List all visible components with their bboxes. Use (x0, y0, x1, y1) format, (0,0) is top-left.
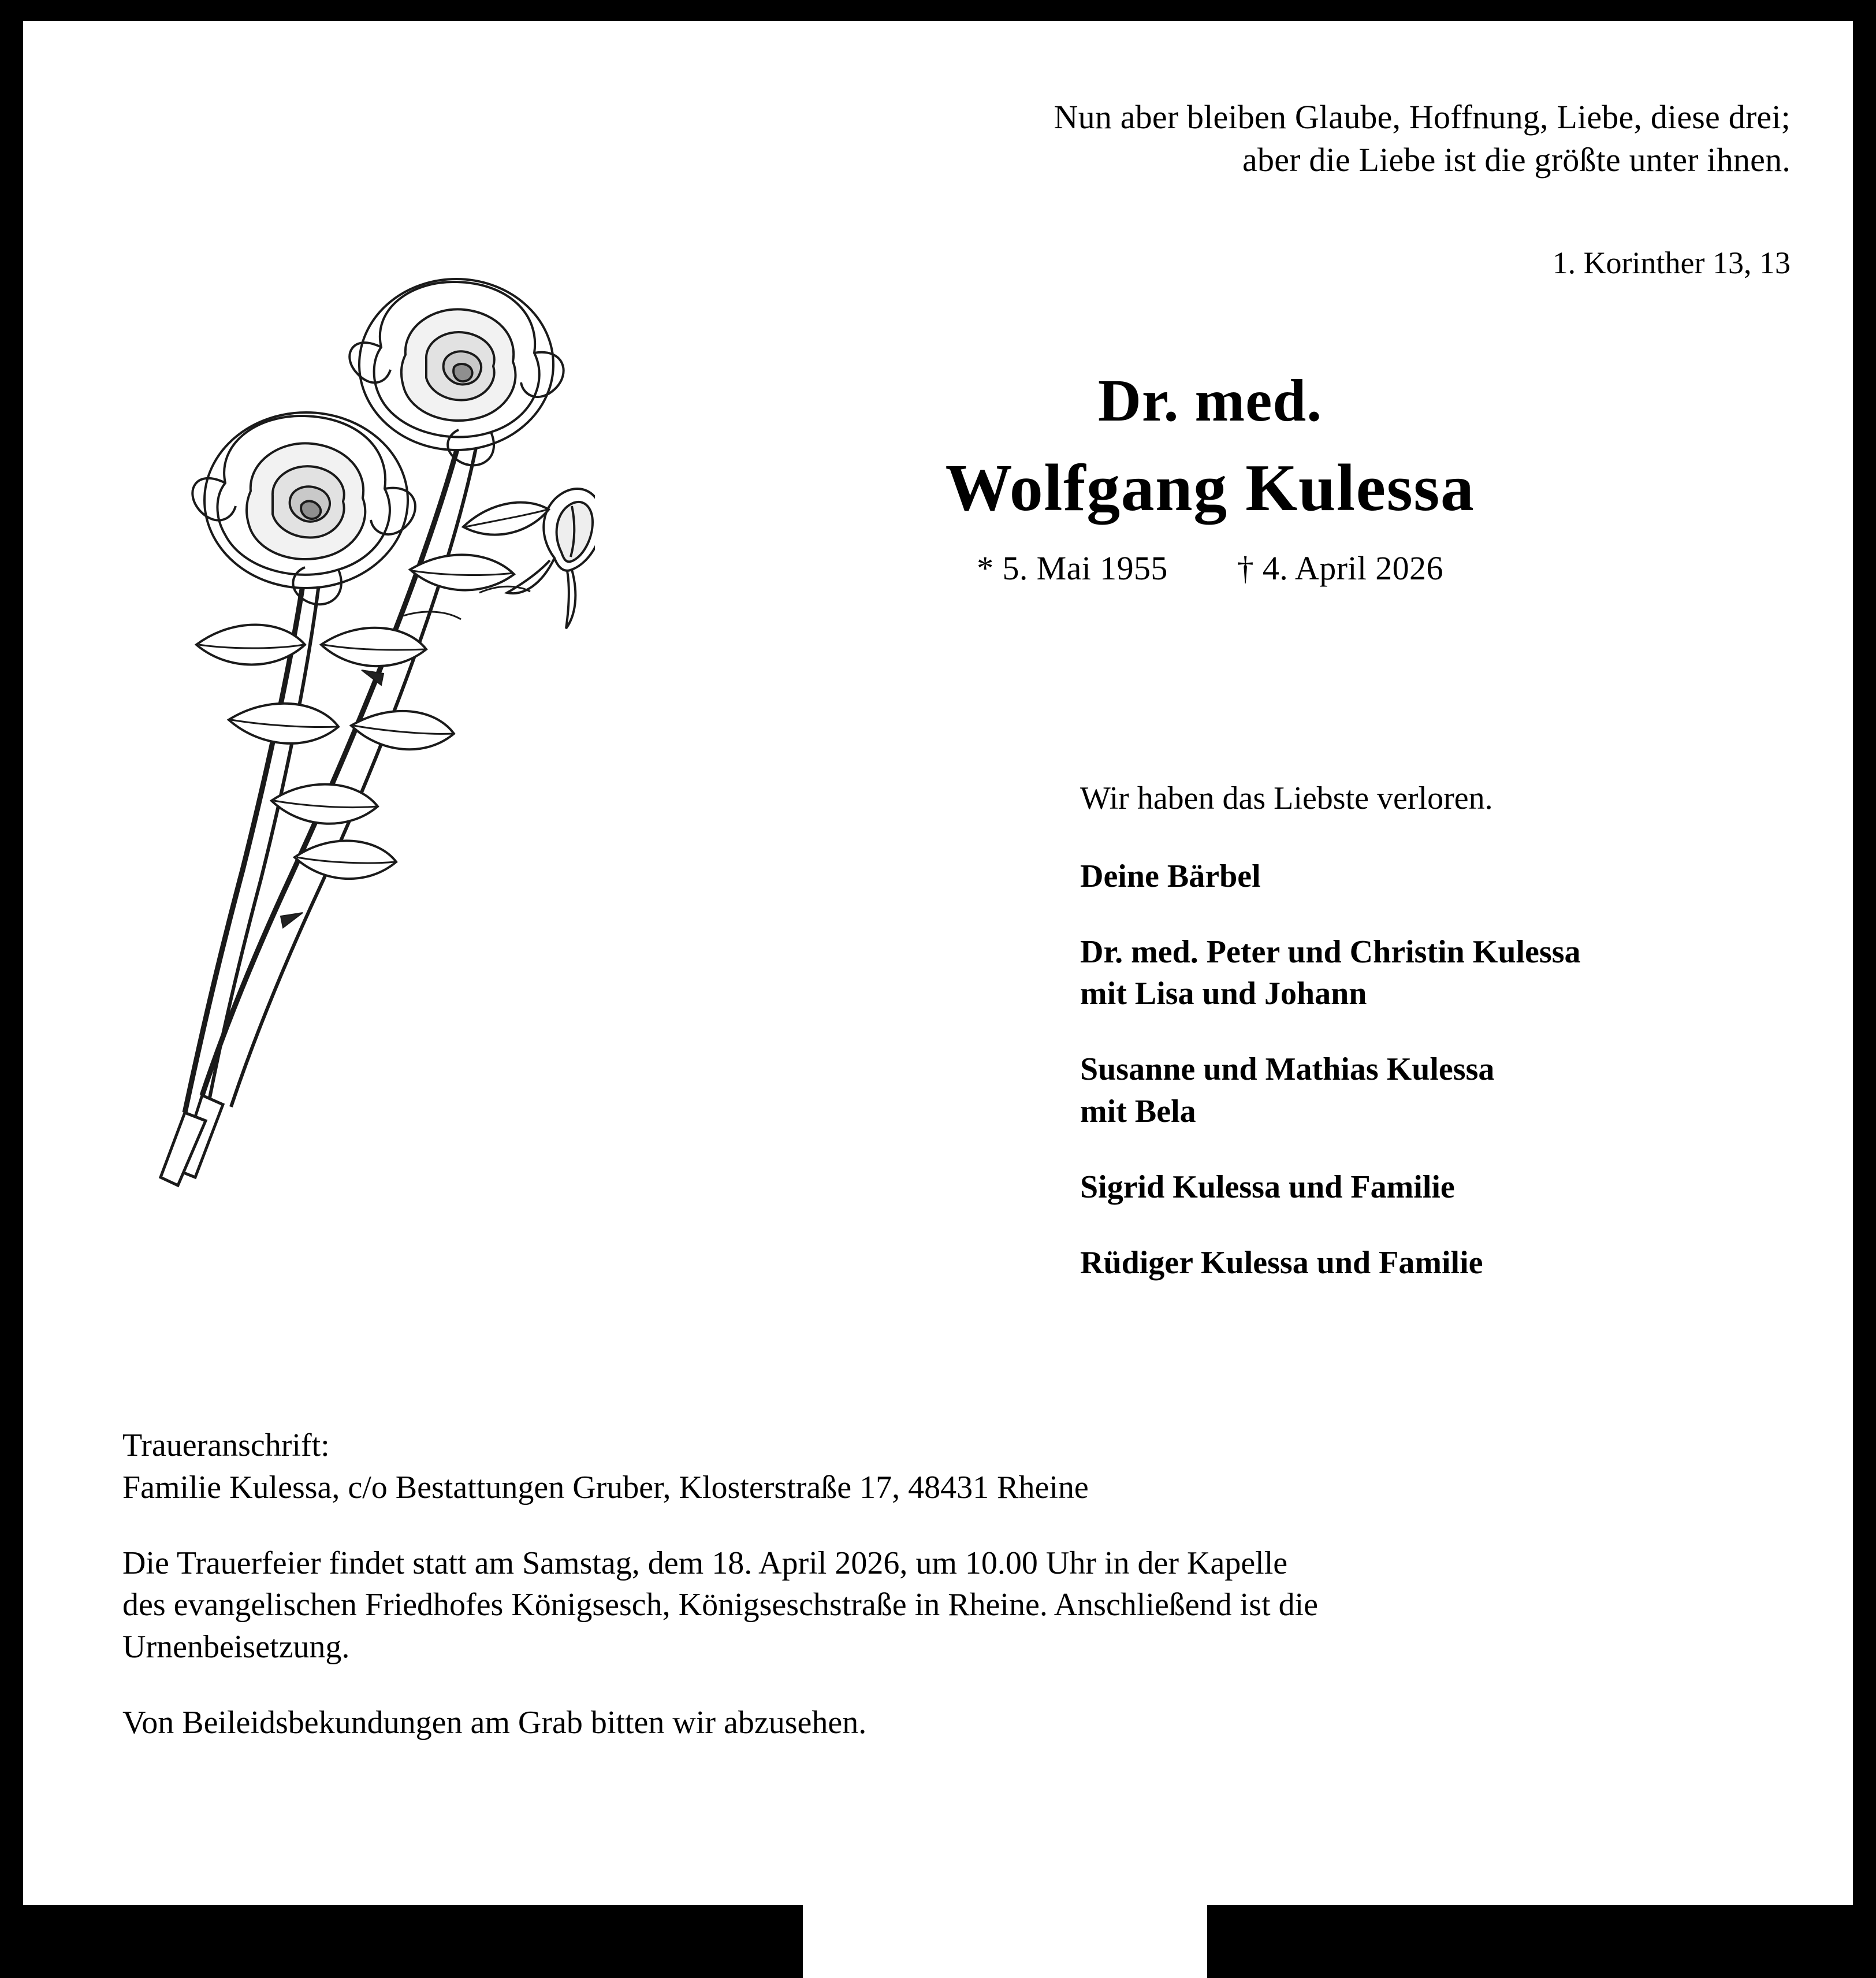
mourner-children: mit Lisa und Johann (1080, 976, 1367, 1012)
service-details (122, 1542, 1792, 1668)
mourner-name: Rüdiger Kulessa und Familie (1080, 1244, 1483, 1281)
service-line-1: Die Trauerfeier findet statt am Samstag, dem 18. April 2026, um 10.00 Uhr in der Kapelle (122, 1545, 1288, 1581)
mourner-family (1080, 1049, 1791, 1133)
mourner-name: Sigrid Kulessa und Familie (1080, 1169, 1455, 1205)
mourner-family (1080, 1166, 1791, 1209)
scripture-line-1: Nun aber bleiben Glaube, Hoffnung, Liebe, diese drei; (1054, 98, 1791, 136)
deceased-name: Wolfgang Kulessa (945, 451, 1475, 526)
address-value: Familie Kulessa, c/o Bestattungen Gruber, Klosterstraße 17, 48431 Rheine (122, 1469, 1089, 1505)
mourner-family (1080, 931, 1791, 1016)
mourner-family (1080, 856, 1791, 898)
deceased-title: Dr. med. (1097, 367, 1323, 434)
service-line-3: Urnenbeisetzung. (122, 1629, 350, 1665)
address-label: Traueranschrift: (122, 1427, 330, 1463)
birth-date: * 5. Mai 1955 (977, 549, 1168, 587)
mourner-name: Deine Bärbel (1080, 858, 1261, 894)
mourning-intro: Wir haben das Liebste verloren. (1080, 780, 1493, 816)
mourners-block (1080, 778, 1791, 1317)
scripture-line-2: aber die Liebe ist die größte unter ihnen. (1242, 141, 1791, 179)
deceased-name-block (630, 367, 1791, 588)
mourner-children: mit Bela (1080, 1093, 1196, 1129)
mourner-family (1080, 1242, 1791, 1284)
service-line-2: des evangelischen Friedhofes Königsesch, Königseschstraße in Rheine. Anschließend ist die (122, 1587, 1318, 1623)
death-date: † 4. April 2026 (1237, 549, 1443, 587)
rose-illustration (110, 246, 595, 1217)
deceased-dates (630, 549, 1791, 588)
scripture-quote (705, 96, 1791, 181)
condolence-note: Von Beileidsbekundungen am Grab bitten wir abzusehen. (122, 1704, 867, 1741)
mourner-name: Susanne und Mathias Kulessa (1080, 1051, 1495, 1088)
mourner-name: Dr. med. Peter und Christin Kulessa (1080, 934, 1581, 970)
bottom-white-notch (803, 1905, 1207, 1978)
obituary-card (23, 21, 1853, 1905)
notice-footer (122, 1425, 1792, 1744)
scripture-reference: 1. Korinther 13, 13 (1552, 246, 1791, 280)
mourning-address (122, 1425, 1792, 1509)
